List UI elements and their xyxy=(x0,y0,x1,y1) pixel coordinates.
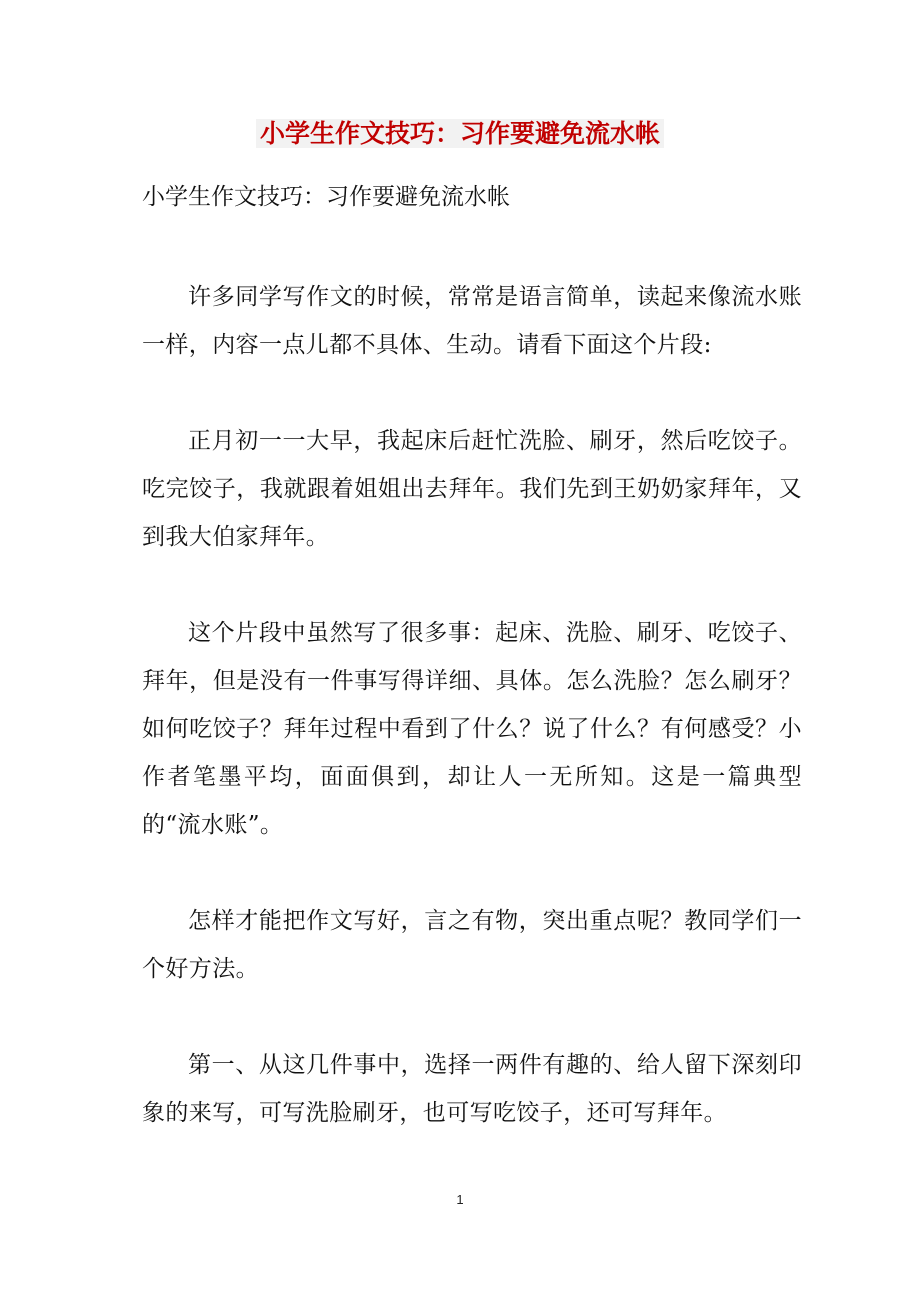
paragraph-3: 这个片段中虽然写了很多事：起床、洗脸、刷牙、吃饺子、拜年，但是没有一件事写得详细、具体。怎么洗脸？怎么刷牙？如何吃饺子？拜年过程中看到了什么？说了什么？有何感受？小作者笔墨平均，面面俱到，却让人一无所知。这是一篇典型的“流水账”。 xyxy=(142,620,802,838)
paragraph-1: 许多同学写作文的时候，常常是语言简单，读起来像流水账一样，内容一点儿都不具体、生动。请看下面这个片段: xyxy=(142,284,802,358)
document-title-text: 小学生作文技巧：习作要避免流水帐 xyxy=(256,119,664,148)
document-title xyxy=(0,114,920,154)
document-body xyxy=(142,273,802,1185)
paragraph-5: 第一、从这几件事中，选择一两件有趣的、给人留下深刻印象的来写，可写洗脸刷牙，也可写吃饺子，还可写拜年。 xyxy=(142,1052,802,1126)
document-subtitle: 小学生作文技巧：习作要避免流水帐 xyxy=(142,184,510,210)
page-number: 1 xyxy=(456,1192,464,1207)
paragraph-2: 正月初一一大早，我起床后赶忙洗脸、刷牙，然后吃饺子。吃完饺子，我就跟着姐姐出去拜年。我们先到王奶奶家拜年，又到我大伯家拜年。 xyxy=(142,428,802,550)
paragraph-4: 怎样才能把作文写好，言之有物，突出重点呢？教同学们一个好方法。 xyxy=(142,908,802,982)
